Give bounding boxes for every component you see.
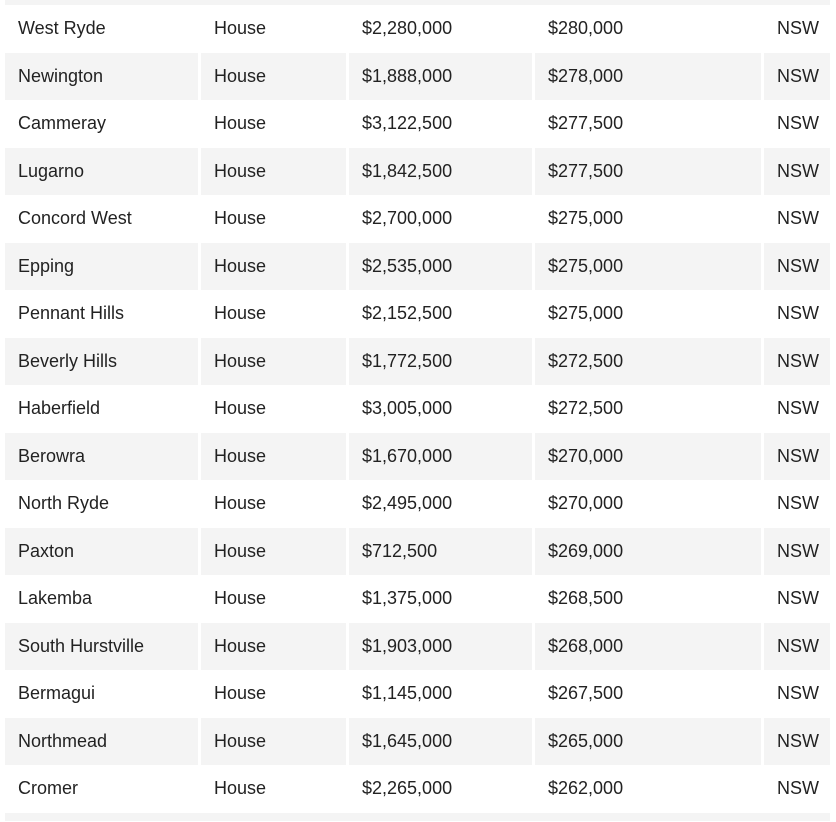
price-growth-cell: $270,000 [535, 433, 761, 481]
table-row [5, 290, 830, 338]
property-type-cell: House [201, 765, 346, 813]
suburb-cell: Beverly Hills [5, 338, 198, 386]
property-type-cell: House [201, 338, 346, 386]
state-cell: NSW [764, 575, 830, 623]
price-growth-cell: $272,500 [535, 385, 761, 433]
state-cell: NSW [764, 195, 830, 243]
table-row [5, 5, 830, 53]
table-row [5, 433, 830, 481]
property-type-cell: House [201, 433, 346, 481]
price-growth-cell: $277,500 [535, 100, 761, 148]
price-growth-cell: $277,500 [535, 148, 761, 196]
state-cell: NSW [764, 290, 830, 338]
median-price-cell: $1,375,000 [349, 575, 532, 623]
price-growth-cell: $262,000 [535, 765, 761, 813]
suburb-cell: South Hurstville [5, 623, 198, 671]
table-row [5, 148, 830, 196]
median-price-cell: $1,645,000 [349, 718, 532, 766]
median-price-cell: $1,145,000 [349, 670, 532, 718]
median-price-cell: $2,495,000 [349, 480, 532, 528]
suburb-cell: Pennant Hills [5, 290, 198, 338]
median-price-cell: $712,500 [349, 528, 532, 576]
price-growth-cell: $272,500 [535, 338, 761, 386]
property-type-cell: House [201, 290, 346, 338]
median-price-cell: $2,152,500 [349, 290, 532, 338]
table-row [5, 100, 830, 148]
suburb-cell: Bermagui [5, 670, 198, 718]
state-cell: NSW [764, 480, 830, 528]
price-growth-cell: $268,000 [535, 623, 761, 671]
table-row [5, 623, 830, 671]
table-row [5, 338, 830, 386]
median-price-cell: $3,122,500 [349, 100, 532, 148]
property-type-cell: House [201, 718, 346, 766]
price-growth-cell: $269,000 [535, 528, 761, 576]
table-row [5, 385, 830, 433]
suburb-cell: Paxton [5, 528, 198, 576]
median-price-cell: $1,888,000 [349, 53, 532, 101]
suburb-cell: Lugarno [5, 148, 198, 196]
state-cell: NSW [764, 623, 830, 671]
median-price-cell: $2,280,000 [349, 5, 532, 53]
price-growth-cell: $280,000 [535, 5, 761, 53]
table-row [5, 670, 830, 718]
property-type-cell: House [201, 480, 346, 528]
price-growth-cell: $267,500 [535, 670, 761, 718]
table-row [5, 718, 830, 766]
price-growth-cell: $265,000 [535, 718, 761, 766]
median-price-cell: $1,903,000 [349, 623, 532, 671]
price-growth-cell: $275,000 [535, 195, 761, 243]
median-price-cell: $1,772,500 [349, 338, 532, 386]
state-cell: NSW [764, 243, 830, 291]
price-growth-cell: $275,000 [535, 290, 761, 338]
table-row [5, 243, 830, 291]
property-type-cell: House [201, 575, 346, 623]
price-growth-cell: $270,000 [535, 480, 761, 528]
price-growth-cell: $275,000 [535, 243, 761, 291]
table-row [5, 480, 830, 528]
suburb-cell: Cromer [5, 765, 198, 813]
table-row [5, 575, 830, 623]
state-cell: NSW [764, 385, 830, 433]
table-body [5, 5, 830, 813]
suburb-cell: North Ryde [5, 480, 198, 528]
property-type-cell: House [201, 385, 346, 433]
state-cell: NSW [764, 670, 830, 718]
suburb-cell: Concord West [5, 195, 198, 243]
state-cell: NSW [764, 53, 830, 101]
property-type-cell: House [201, 528, 346, 576]
suburb-cell: Berowra [5, 433, 198, 481]
state-cell: NSW [764, 718, 830, 766]
table-row [5, 765, 830, 813]
suburb-cell: Newington [5, 53, 198, 101]
property-type-cell: House [201, 53, 346, 101]
median-price-cell: $1,670,000 [349, 433, 532, 481]
state-cell: NSW [764, 338, 830, 386]
table-row [5, 195, 830, 243]
state-cell: NSW [764, 148, 830, 196]
state-cell: NSW [764, 528, 830, 576]
property-type-cell: House [201, 670, 346, 718]
table-row [5, 528, 830, 576]
suburb-cell: West Ryde [5, 5, 198, 53]
median-price-cell: $1,842,500 [349, 148, 532, 196]
suburb-data-table [2, 5, 833, 813]
data-table-container [5, 0, 830, 821]
table-row [5, 53, 830, 101]
median-price-cell: $3,005,000 [349, 385, 532, 433]
state-cell: NSW [764, 5, 830, 53]
property-type-cell: House [201, 100, 346, 148]
suburb-cell: Epping [5, 243, 198, 291]
state-cell: NSW [764, 433, 830, 481]
suburb-cell: Lakemba [5, 575, 198, 623]
property-type-cell: House [201, 195, 346, 243]
price-growth-cell: $278,000 [535, 53, 761, 101]
suburb-cell: Northmead [5, 718, 198, 766]
median-price-cell: $2,265,000 [349, 765, 532, 813]
next-row-edge [5, 813, 830, 821]
price-growth-cell: $268,500 [535, 575, 761, 623]
property-type-cell: House [201, 148, 346, 196]
median-price-cell: $2,700,000 [349, 195, 532, 243]
median-price-cell: $2,535,000 [349, 243, 532, 291]
property-type-cell: House [201, 623, 346, 671]
suburb-cell: Cammeray [5, 100, 198, 148]
suburb-cell: Haberfield [5, 385, 198, 433]
state-cell: NSW [764, 765, 830, 813]
property-type-cell: House [201, 243, 346, 291]
state-cell: NSW [764, 100, 830, 148]
property-type-cell: House [201, 5, 346, 53]
